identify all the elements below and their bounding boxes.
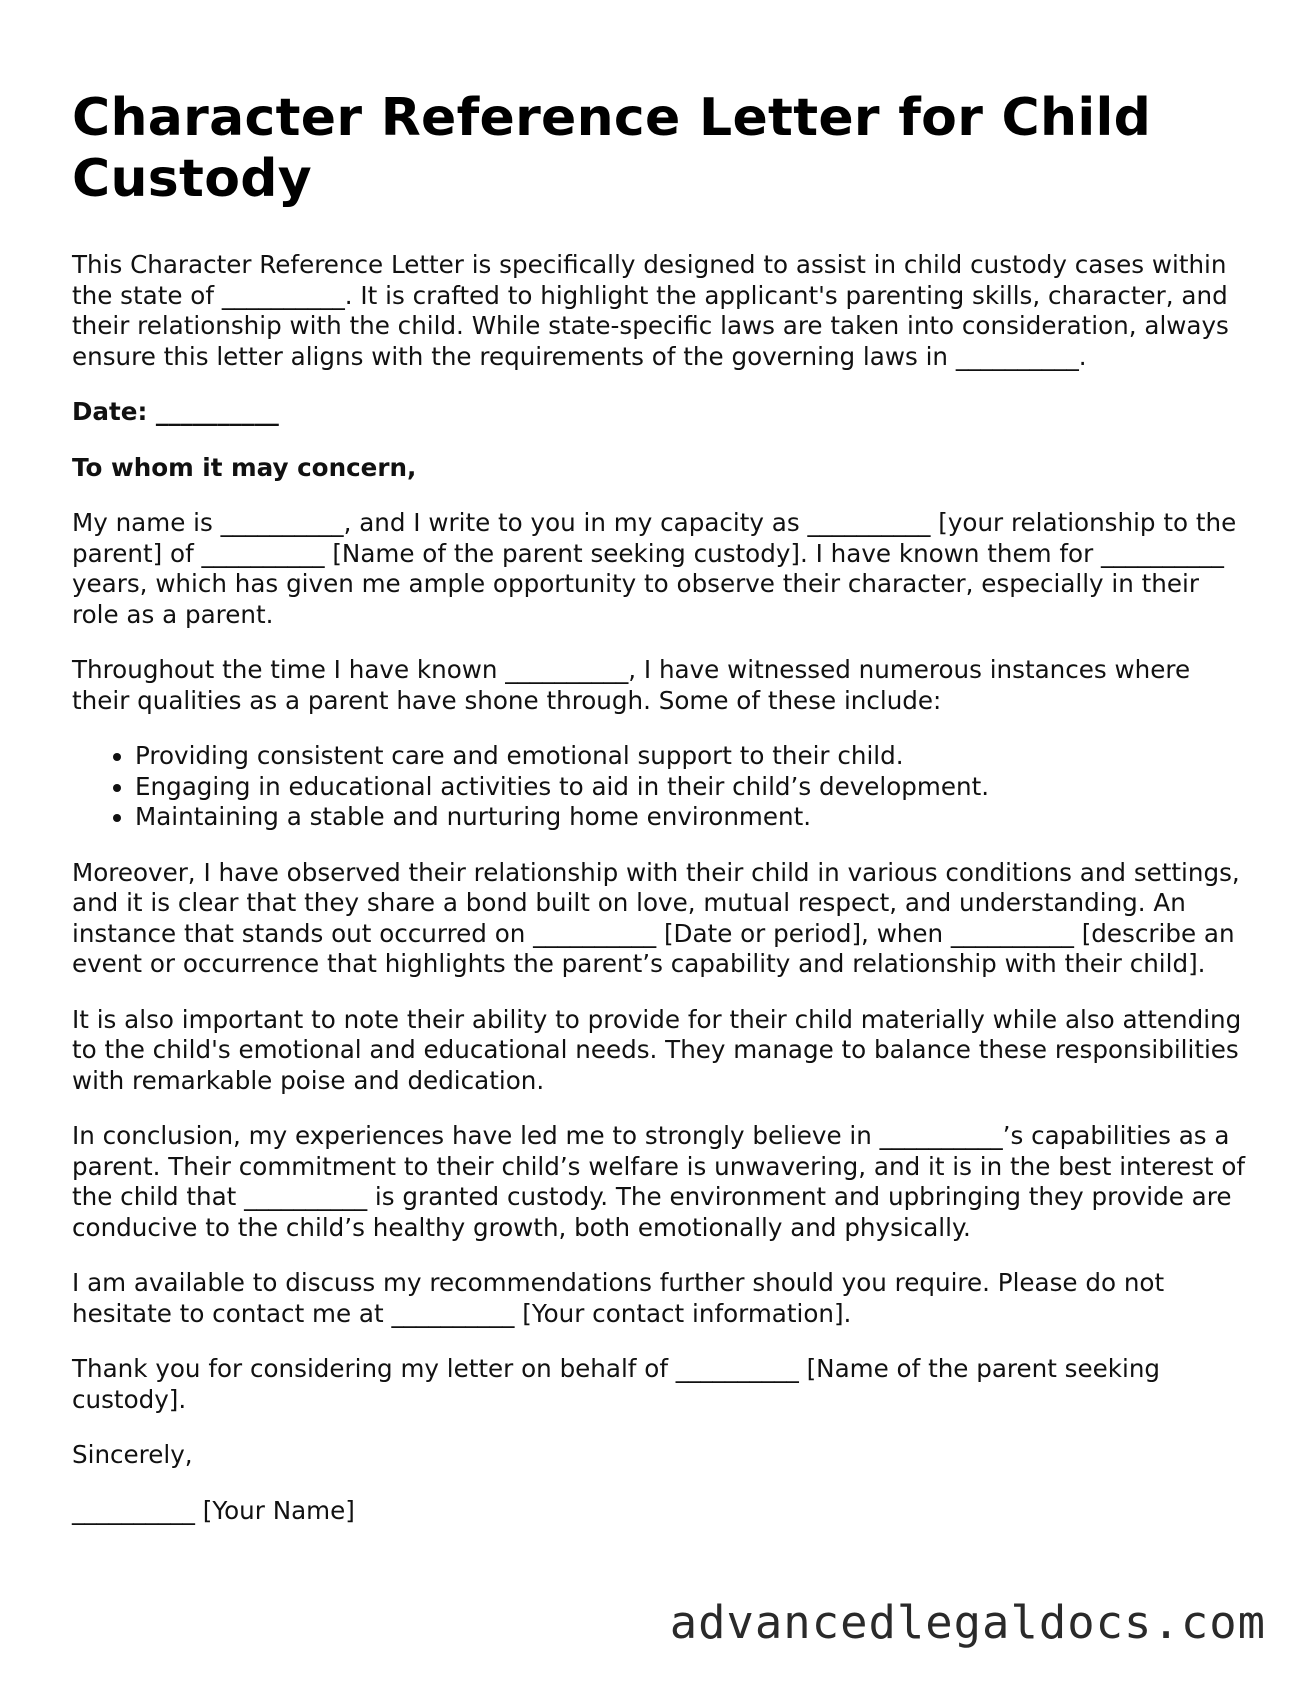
body-paragraph-qualities-lead: Throughout the time I have known __________, I have witnessed numerous instances where their qualities as a parent have shone through. Some of these include:	[72, 655, 1191, 715]
qualities-list	[72, 741, 1247, 833]
signature-line: __________ [Your Name]	[72, 1495, 355, 1525]
list-item: • Providing consistent care and emotional support to their child.	[135, 741, 1247, 772]
body-paragraph-provision: It is also important to note their ability to provide for their child materially while also attending to the child's emotional and educational needs. They manage to balance these responsibilities with remarkable poise and dedication.	[72, 1004, 1242, 1095]
body-paragraph-relationship: Moreover, I have observed their relationship with their child in various conditions and settings, and it is clear that they share a bond built on love, mutual respect, and understanding. An instance that stands out occurred on __________ [Date or period], when __________ [describe an event or occurrence that highlights the parent’s capability and relationship with their child].	[72, 857, 1240, 978]
body-paragraph-thanks: Thank you for considering my letter on behalf of __________ [Name of the parent seeking custody].	[72, 1354, 1161, 1414]
list-item: • Engaging in educational activities to aid in their child’s development.	[135, 772, 1247, 803]
salutation: To whom it may concern,	[72, 452, 417, 482]
document-title: Character Reference Letter for Child Custody	[72, 88, 1152, 209]
letter-document	[72, 88, 1247, 1551]
body-paragraph-contact: I am available to discuss my recommendations further should you require. Please do not hesitate to contact me at __________ [Your contact information].	[72, 1268, 1165, 1328]
list-item: • Maintaining a stable and nurturing home environment.	[135, 802, 1247, 833]
body-paragraph-conclusion: In conclusion, my experiences have led me to strongly believe in __________’s capabilities as a parent. Their commitment to their child’s welfare is unwavering, and it is in the best interest of the child that __________ is granted custody. The environment and upbringing they provide are conducive to the child’s healthy growth, both emotionally and physically.	[72, 1121, 1246, 1242]
closing-line: Sincerely,	[72, 1440, 193, 1469]
site-watermark: advancedlegaldocs.com	[669, 1596, 1266, 1649]
body-paragraph-introduction: My name is __________, and I write to you in my capacity as __________ [your relationship to the parent] of __________ [Name of the parent seeking custody]. I have known them for __________ years, which has given me ample opportunity to observe their character, especially in their role as a parent.	[72, 508, 1237, 629]
intro-paragraph: This Character Reference Letter is specifically designed to assist in child custody cases within the state of __________. It is crafted to highlight the applicant's parenting skills, character, and their relationship with the child. While state-specific laws are taken into consideration, always ensure this letter aligns with the requirements of the governing laws in __________.	[72, 250, 1229, 371]
date-line: Date: __________	[72, 397, 279, 426]
